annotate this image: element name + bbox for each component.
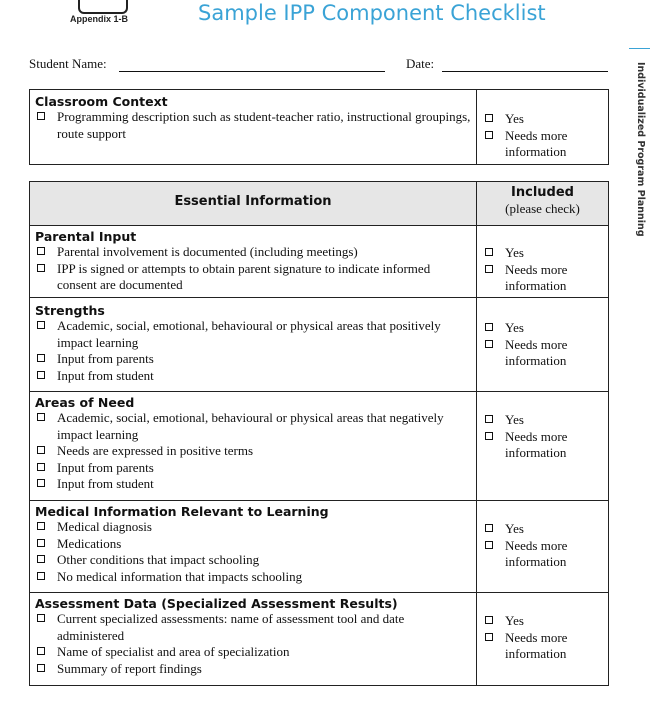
checkbox-icon[interactable]	[37, 112, 45, 120]
checkbox-icon[interactable]	[37, 539, 45, 547]
side-divider	[629, 48, 650, 49]
option-yes[interactable]: Yes	[483, 111, 603, 128]
checklist-item[interactable]: IPP is signed or attempts to obtain parent signature to indicate informed consent are documented	[35, 261, 471, 294]
checklist-item[interactable]: Summary of report findings	[35, 661, 471, 678]
option-needs-more-info[interactable]: Needs more information	[483, 429, 603, 462]
checkbox-icon[interactable]	[485, 323, 493, 331]
checklist-item[interactable]: Input from parents	[35, 351, 471, 368]
option-needs-more-info[interactable]: Needs more information	[483, 262, 603, 295]
section-parental-input	[35, 229, 471, 294]
option-yes[interactable]: Yes	[483, 320, 603, 337]
checkbox-icon[interactable]	[37, 572, 45, 580]
section-title: Classroom Context	[35, 94, 168, 109]
section-areas-of-need	[35, 395, 471, 493]
section-title: Areas of Need	[35, 395, 135, 410]
section-assessment-data	[35, 596, 471, 677]
checkbox-icon[interactable]	[37, 371, 45, 379]
date-label: Date:	[406, 56, 435, 71]
row-divider	[29, 592, 609, 593]
checklist-item[interactable]: Medications	[35, 536, 471, 553]
checklist-item[interactable]: Other conditions that impact schooling	[35, 552, 471, 569]
checkbox-icon[interactable]	[37, 463, 45, 471]
checkbox-icon[interactable]	[37, 264, 45, 272]
section-title: Assessment Data (Specialized Assessment Results)	[35, 596, 398, 611]
option-yes[interactable]: Yes	[483, 245, 603, 262]
section-strengths	[35, 303, 471, 384]
checkbox-icon[interactable]	[485, 541, 493, 549]
options-assessment-data	[483, 613, 603, 663]
checkbox-icon[interactable]	[485, 114, 493, 122]
checklist-item[interactable]: Name of specialist and area of specialization	[35, 644, 471, 661]
option-yes[interactable]: Yes	[483, 613, 603, 630]
checkbox-icon[interactable]	[37, 664, 45, 672]
checklist-item[interactable]: Programming description such as student-teacher ratio, instructional groupings, route support	[35, 109, 471, 142]
checklist-item[interactable]: Parental involvement is documented (including meetings)	[35, 244, 471, 261]
options-parental-input	[483, 245, 603, 295]
row-divider	[29, 391, 609, 392]
appendix-label: Appendix 1-B	[70, 14, 129, 24]
section-title: Parental Input	[35, 229, 137, 244]
column-divider	[476, 89, 477, 165]
classroom-context-content	[35, 94, 471, 142]
row-divider	[29, 297, 609, 298]
checkbox-icon[interactable]	[37, 354, 45, 362]
checkbox-icon[interactable]	[485, 633, 493, 641]
option-needs-more-info[interactable]: Needs more information	[483, 128, 603, 161]
page-title: Sample IPP Component Checklist	[198, 1, 546, 25]
option-yes[interactable]: Yes	[483, 412, 603, 429]
side-section-label: Individualized Program Planning	[635, 62, 646, 237]
checklist-item[interactable]: No medical information that impacts schooling	[35, 569, 471, 586]
options-areas-of-need	[483, 412, 603, 462]
checklist-item[interactable]: Input from student	[35, 368, 471, 385]
checkbox-icon[interactable]	[485, 524, 493, 532]
section-title: Medical Information Relevant to Learning	[35, 504, 329, 519]
option-needs-more-info[interactable]: Needs more information	[483, 630, 603, 663]
checklist-item[interactable]: Medical diagnosis	[35, 519, 471, 536]
options-medical-information	[483, 521, 603, 571]
logo-icon	[78, 0, 128, 14]
classroom-context-options	[483, 111, 603, 161]
checkbox-icon[interactable]	[485, 415, 493, 423]
options-strengths	[483, 320, 603, 370]
checkbox-icon[interactable]	[37, 479, 45, 487]
checklist-item[interactable]: Academic, social, emotional, behavioural or physical areas that positively impact learning	[35, 318, 471, 351]
section-medical-information	[35, 504, 471, 585]
checklist-item[interactable]: Input from parents	[35, 460, 471, 477]
checkbox-icon[interactable]	[37, 446, 45, 454]
checkbox-icon[interactable]	[37, 522, 45, 530]
checkbox-icon[interactable]	[485, 340, 493, 348]
checkbox-icon[interactable]	[485, 432, 493, 440]
checkbox-icon[interactable]	[37, 321, 45, 329]
checkbox-icon[interactable]	[485, 265, 493, 273]
checkbox-icon[interactable]	[485, 131, 493, 139]
checklist-item[interactable]: Academic, social, emotional, behavioural or physical areas that negatively impact learning	[35, 410, 471, 443]
date-field[interactable]	[442, 70, 608, 72]
checkbox-icon[interactable]	[485, 616, 493, 624]
checklist-item[interactable]: Current specialized assessments: name of assessment tool and date administered	[35, 611, 471, 644]
column-divider	[476, 181, 477, 686]
checklist-item[interactable]: Needs are expressed in positive terms	[35, 443, 471, 460]
option-needs-more-info[interactable]: Needs more information	[483, 337, 603, 370]
checkbox-icon[interactable]	[485, 248, 493, 256]
checkbox-icon[interactable]	[37, 614, 45, 622]
option-yes[interactable]: Yes	[483, 521, 603, 538]
checkbox-icon[interactable]	[37, 413, 45, 421]
row-divider	[29, 225, 609, 226]
checkbox-icon[interactable]	[37, 647, 45, 655]
checklist-item[interactable]: Input from student	[35, 476, 471, 493]
checkbox-icon[interactable]	[37, 247, 45, 255]
student-name-field[interactable]	[119, 70, 385, 72]
row-divider	[29, 500, 609, 501]
checkbox-icon[interactable]	[37, 555, 45, 563]
header-included: Included (please check)	[505, 185, 580, 216]
header-essential-information: Essential Information	[174, 194, 332, 209]
option-needs-more-info[interactable]: Needs more information	[483, 538, 603, 571]
section-title: Strengths	[35, 303, 105, 318]
student-name-label: Student Name:	[29, 56, 107, 71]
